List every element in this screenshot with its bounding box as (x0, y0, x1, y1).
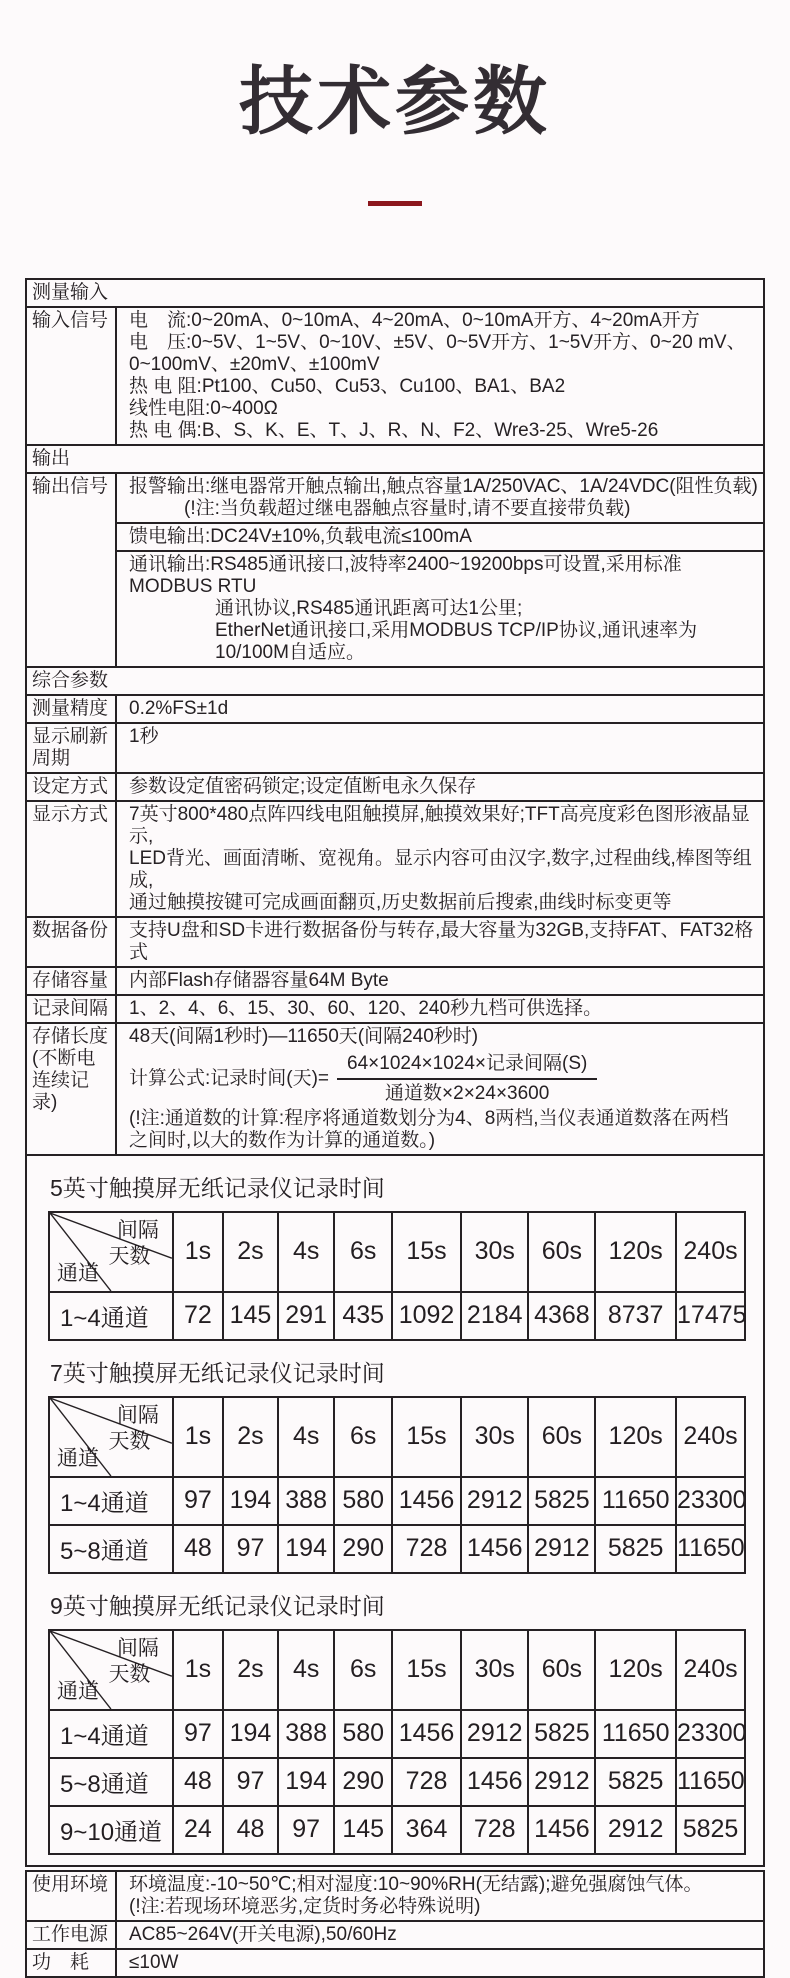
spec-label: 使用环境 (26, 1871, 116, 1921)
environment-spec-table (25, 1870, 765, 1978)
interval-header-cell: 30s (461, 1630, 529, 1710)
spec-value (116, 1871, 764, 1921)
spec-value: AC85~264V(开关电源),50/60Hz (116, 1921, 764, 1949)
recording-table-row (49, 1525, 745, 1573)
days-value-cell: 728 (461, 1806, 529, 1854)
interval-header-cell: 30s (461, 1212, 529, 1292)
recording-table-row (49, 1710, 745, 1758)
section-header: 综合参数 (26, 667, 764, 695)
spec-label: 显示方式 (26, 801, 116, 917)
spec-label: 设定方式 (26, 773, 116, 801)
days-value-cell: 48 (223, 1806, 278, 1854)
formula-fraction (337, 1053, 597, 1105)
interval-header-cell: 2s (223, 1397, 278, 1477)
corner-label-days: 天数 (108, 1429, 151, 1453)
interval-header-cell: 120s (595, 1630, 676, 1710)
spec-line: 环境温度:-10~50℃;相对湿度:10~90%RH(无结露);避免强腐蚀气体。 (129, 1873, 703, 1895)
spec-row-power (26, 1921, 764, 1949)
spec-row-setting (26, 773, 764, 801)
recording-table-title: 9英寸触摸屏无纸记录仪记录时间 (50, 1592, 385, 1619)
spec-value: 内部Flash存储器容量64M Byte (116, 967, 764, 995)
recording-table-row (49, 1477, 745, 1525)
interval-header-cell: 6s (334, 1397, 392, 1477)
page-title: 技术参数 (239, 60, 551, 143)
interval-header-cell: 4s (278, 1212, 334, 1292)
recording-table (48, 1396, 746, 1574)
spec-line: 线性电阻:0~400Ω (129, 397, 278, 419)
days-value-cell: 728 (392, 1525, 461, 1573)
days-value-cell: 145 (334, 1806, 392, 1854)
interval-header-cell: 4s (278, 1630, 334, 1710)
corner-label-days: 天数 (108, 1662, 151, 1686)
spec-value: 参数设定值密码锁定;设定值断电永久保存 (116, 773, 764, 801)
days-value-cell: 5825 (595, 1525, 676, 1573)
spec-row-input-signal (26, 307, 764, 445)
spec-line: 通过触摸按键可完成画面翻页,历史数据前后搜索,曲线时标变更等 (129, 891, 672, 913)
interval-header-cell: 240s (676, 1630, 745, 1710)
interval-header-cell: 6s (334, 1212, 392, 1292)
days-value-cell: 48 (173, 1758, 223, 1806)
days-value-cell: 364 (392, 1806, 461, 1854)
recording-table-group-9inch (48, 1588, 746, 1855)
spec-line: 通讯协议,RS485通讯距离可达1公里; (215, 597, 523, 619)
days-value-cell: 97 (223, 1525, 278, 1573)
recording-table (48, 1629, 746, 1855)
spec-label: 功 耗 (26, 1949, 116, 1977)
spec-line: 馈电输出:DC24V±10%,负载电流≤100mA (129, 525, 472, 547)
interval-header-cell: 4s (278, 1397, 334, 1477)
days-value-cell: 194 (223, 1477, 278, 1525)
days-value-cell: 2912 (595, 1806, 676, 1854)
days-value-cell: 728 (392, 1758, 461, 1806)
corner-cell (49, 1212, 173, 1292)
main-spec-table (25, 278, 765, 1156)
storage-note: 之间时,以大的数作为计算的通道数。) (129, 1129, 436, 1151)
days-value-cell: 1456 (461, 1525, 529, 1573)
recording-tables-box (25, 1156, 765, 1867)
storage-formula (129, 1053, 759, 1105)
spec-row-backup (26, 917, 764, 967)
recording-table-row (49, 1806, 745, 1854)
spec-row-interval (26, 995, 764, 1023)
spec-label: 数据备份 (26, 917, 116, 967)
spec-label-line: 显示刷新 (32, 725, 109, 747)
interval-header-cell: 1s (173, 1397, 223, 1477)
spec-value (116, 1023, 764, 1155)
days-value-cell: 48 (173, 1525, 223, 1573)
days-value-cell: 4368 (528, 1292, 595, 1340)
days-value-cell: 1456 (461, 1758, 529, 1806)
days-value-cell: 8737 (595, 1292, 676, 1340)
recording-table-title: 5英寸触摸屏无纸记录仪记录时间 (50, 1174, 385, 1201)
days-value-cell: 11650 (676, 1525, 745, 1573)
alarm-output-block (117, 474, 763, 522)
spec-line: 7英寸800*480点阵四线电阻触摸屏,触摸效果好;TFT高亮度彩色图形液晶显示, (129, 803, 750, 847)
recording-table (48, 1211, 746, 1341)
days-value-cell: 11650 (595, 1710, 676, 1758)
interval-header-cell: 120s (595, 1212, 676, 1292)
spec-row-storage (26, 1023, 764, 1155)
interval-header-cell: 1s (173, 1630, 223, 1710)
channel-label-cell: 1~4通道 (49, 1710, 173, 1758)
spec-label-line: 存储长度 (32, 1025, 109, 1047)
spec-line: 通讯输出:RS485通讯接口,波特率2400~19200bps可设置,采用标准MODBUS RTU (129, 553, 682, 597)
interval-header-cell: 2s (223, 1212, 278, 1292)
days-value-cell: 11650 (676, 1758, 745, 1806)
storage-range: 48天(间隔1秒时)—11650天(间隔240秒时) (129, 1025, 479, 1047)
days-value-cell: 2912 (461, 1477, 529, 1525)
section-row-measure (26, 279, 764, 307)
spec-line: (!注:当负载超过继电器触点容量时,请不要直接带负载) (184, 497, 631, 519)
interval-header-cell: 30s (461, 1397, 529, 1477)
days-value-cell: 5825 (528, 1710, 595, 1758)
recording-table-header-row (49, 1212, 745, 1292)
spec-label-line: 周期 (32, 747, 71, 769)
days-value-cell: 580 (334, 1477, 392, 1525)
days-value-cell: 11650 (595, 1477, 676, 1525)
spec-value: 1、2、4、6、15、30、60、120、240秒九档可供选择。 (116, 995, 764, 1023)
interval-header-cell: 6s (334, 1630, 392, 1710)
recording-table-header-row (49, 1397, 745, 1477)
fraction-denominator: 通道数×2×24×3600 (385, 1082, 550, 1104)
days-value-cell: 388 (278, 1710, 334, 1758)
days-value-cell: 5825 (528, 1477, 595, 1525)
spec-line: EtherNet通讯接口,采用MODBUS TCP/IP协议,通讯速率为10/100M自适应。 (215, 619, 698, 663)
corner-label-interval: 间隔 (116, 1218, 159, 1242)
spec-row-capacity (26, 967, 764, 995)
interval-header-cell: 240s (676, 1397, 745, 1477)
days-value-cell: 97 (173, 1477, 223, 1525)
days-value-cell: 388 (278, 1477, 334, 1525)
days-value-cell: 2912 (461, 1710, 529, 1758)
spec-value: 0.2%FS±1d (116, 695, 764, 723)
spec-line: (!注:若现场环境恶劣,定货时务必特殊说明) (129, 1895, 481, 1917)
comm-output-block (117, 550, 763, 666)
interval-header-cell: 240s (676, 1212, 745, 1292)
days-value-cell: 1092 (392, 1292, 461, 1340)
days-value-cell: 290 (334, 1525, 392, 1573)
corner-label-days: 天数 (108, 1244, 151, 1268)
days-value-cell: 1456 (528, 1806, 595, 1854)
interval-header-cell: 60s (528, 1212, 595, 1292)
interval-header-cell: 1s (173, 1212, 223, 1292)
days-value-cell: 72 (173, 1292, 223, 1340)
spec-label: 存储容量 (26, 967, 116, 995)
days-value-cell: 97 (278, 1806, 334, 1854)
formula-label: 计算公式:记录时间(天)= (129, 1067, 330, 1089)
spec-row-environment (26, 1871, 764, 1921)
title-accent-line (368, 201, 422, 206)
spec-value (116, 473, 764, 667)
spec-label: 测量精度 (26, 695, 116, 723)
spec-line: 热 电 阻:Pt100、Cu50、Cu53、Cu100、BA1、BA2 (129, 375, 566, 397)
interval-header-cell: 60s (528, 1630, 595, 1710)
interval-header-cell: 120s (595, 1397, 676, 1477)
spec-row-display (26, 801, 764, 917)
days-value-cell: 291 (278, 1292, 334, 1340)
days-value-cell: 17475 (676, 1292, 745, 1340)
corner-label-interval: 间隔 (116, 1636, 159, 1660)
days-value-cell: 435 (334, 1292, 392, 1340)
interval-header-cell: 2s (223, 1630, 278, 1710)
channel-label-cell: 5~8通道 (49, 1525, 173, 1573)
spec-label: 输入信号 (26, 307, 116, 445)
days-value-cell: 97 (173, 1710, 223, 1758)
days-value-cell: 290 (334, 1758, 392, 1806)
spec-row-refresh (26, 723, 764, 773)
spec-label: 输出信号 (26, 473, 116, 667)
days-value-cell: 23300 (676, 1710, 745, 1758)
days-value-cell: 5825 (676, 1806, 745, 1854)
section-header: 输出 (26, 445, 764, 473)
days-value-cell: 2912 (528, 1758, 595, 1806)
section-row-general (26, 667, 764, 695)
days-value-cell: 2912 (528, 1525, 595, 1573)
days-value-cell: 1456 (392, 1477, 461, 1525)
days-value-cell: 24 (173, 1806, 223, 1854)
channel-label-cell: 1~4通道 (49, 1477, 173, 1525)
spec-label: 记录间隔 (26, 995, 116, 1023)
spec-label-line: (不断电 (32, 1047, 96, 1069)
spec-value: ≤10W (116, 1949, 764, 1977)
spec-value (116, 307, 764, 445)
days-value-cell: 23300 (676, 1477, 745, 1525)
interval-header-cell: 15s (392, 1397, 461, 1477)
spec-value: 支持U盘和SD卡进行数据备份与转存,最大容量为32GB,支持FAT、FAT32格式 (116, 917, 764, 967)
days-value-cell: 97 (223, 1758, 278, 1806)
corner-label-channel: 通道 (57, 1679, 99, 1703)
spec-row-output-signal (26, 473, 764, 667)
recording-table-row (49, 1292, 745, 1340)
channel-label-cell: 9~10通道 (49, 1806, 173, 1854)
days-value-cell: 2184 (461, 1292, 529, 1340)
spec-label: 工作电源 (26, 1921, 116, 1949)
recording-table-group-5inch (48, 1170, 746, 1341)
interval-header-cell: 15s (392, 1212, 461, 1292)
days-value-cell: 194 (278, 1758, 334, 1806)
channel-label-cell: 1~4通道 (49, 1292, 173, 1340)
days-value-cell: 5825 (595, 1758, 676, 1806)
spec-label (26, 723, 116, 773)
interval-header-cell: 15s (392, 1630, 461, 1710)
spec-label (26, 1023, 116, 1155)
corner-cell (49, 1397, 173, 1477)
days-value-cell: 194 (223, 1710, 278, 1758)
recording-table-group-7inch (48, 1355, 746, 1574)
spec-line: LED背光、画面清晰、宽视角。显示内容可由汉字,数字,过程曲线,棒图等组成, (129, 847, 752, 891)
feed-output-block (117, 522, 763, 550)
spec-value (116, 801, 764, 917)
spec-line: 电 流:0~20mA、0~10mA、4~20mA、0~10mA开方、4~20mA开方 (129, 309, 700, 331)
corner-label-interval: 间隔 (116, 1403, 159, 1427)
section-header: 测量输入 (26, 279, 764, 307)
spec-row-accuracy (26, 695, 764, 723)
corner-cell (49, 1630, 173, 1710)
days-value-cell: 145 (223, 1292, 278, 1340)
recording-table-row (49, 1758, 745, 1806)
spec-line: 报警输出:继电器常开触点输出,触点容量1A/250VAC、1A/24VDC(阻性负载) (129, 475, 758, 497)
days-value-cell: 194 (278, 1525, 334, 1573)
fraction-numerator: 64×1024×1024×记录间隔(S) (337, 1053, 597, 1080)
spec-line: 电 压:0~5V、1~5V、0~10V、±5V、0~5V开方、1~5V开方、0~20 mV、 (129, 331, 746, 353)
section-row-output (26, 445, 764, 473)
corner-label-channel: 通道 (57, 1446, 99, 1470)
interval-header-cell: 60s (528, 1397, 595, 1477)
spec-row-consumption (26, 1949, 764, 1977)
recording-table-title: 7英寸触摸屏无纸记录仪记录时间 (50, 1359, 385, 1386)
spec-value: 1秒 (116, 723, 764, 773)
spec-label-line: 连续记录) (32, 1069, 90, 1113)
spec-line: 0~100mV、±20mV、±100mV (129, 353, 380, 375)
days-value-cell: 580 (334, 1710, 392, 1758)
storage-note: (!注:通道数的计算:程序将通道数划分为4、8两档,当仪表通道数落在两档 (129, 1107, 729, 1129)
days-value-cell: 1456 (392, 1710, 461, 1758)
recording-table-header-row (49, 1630, 745, 1710)
corner-label-channel: 通道 (57, 1261, 99, 1285)
channel-label-cell: 5~8通道 (49, 1758, 173, 1806)
spec-line: 热 电 偶:B、S、K、E、T、J、R、N、F2、Wre3-25、Wre5-26 (129, 419, 659, 441)
